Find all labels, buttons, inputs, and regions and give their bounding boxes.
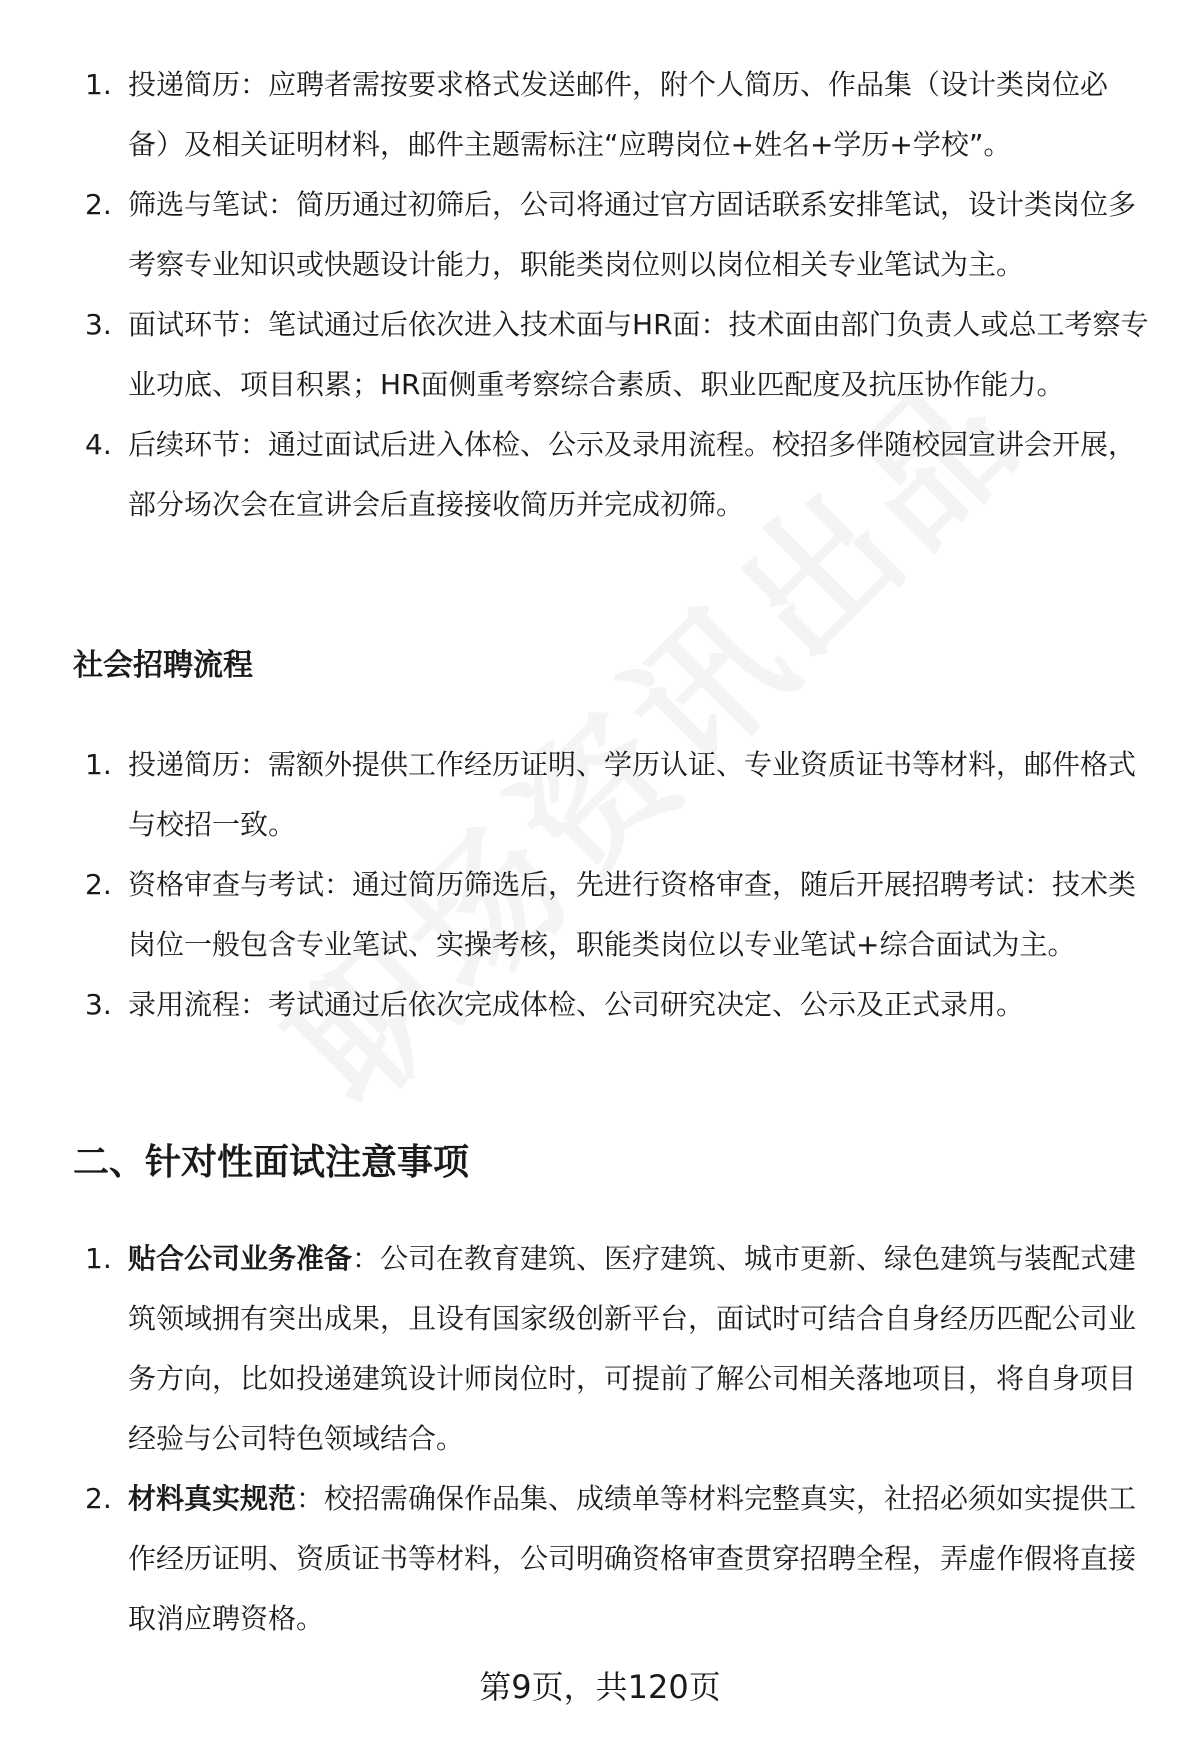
list-item — [0, 1469, 1200, 1649]
item-title: 材料真实规范 — [128, 1482, 297, 1515]
item-body: ：笔试通过后依次进入技术面与HR面：技术面由部门负责人或总工考察专业功底、项目积累；HR面侧重考察综合素质、职业匹配度及抗压协作能力。 — [128, 308, 1149, 401]
list-item — [0, 415, 1200, 535]
list-item — [0, 175, 1200, 295]
item-title: 贴合公司业务准备 — [128, 1242, 353, 1275]
item-text — [128, 735, 1150, 855]
list-item — [0, 975, 1200, 1035]
item-number: 1. — [85, 1242, 112, 1275]
item-body: ：考试通过后依次完成体检、公司研究决定、公示及正式录用。 — [240, 988, 1025, 1021]
item-number: 1. — [85, 748, 112, 781]
item-body: ：公司在教育建筑、医疗建筑、城市更新、绿色建筑与装配式建筑领域拥有突出成果，且设有国家级创新平台，面试时可结合自身经历匹配公司业务方向，比如投递建筑设计师岗位时，可提前了解公司相关落地项目，将自身项目经验与公司特色领域结合。 — [128, 1242, 1137, 1455]
item-text — [128, 415, 1150, 535]
item-title: 后续环节 — [128, 428, 241, 461]
campus-steps-list — [0, 55, 1200, 535]
item-body: ：应聘者需按要求格式发送邮件，附个人简历、作品集（设计类岗位必备）及相关证明材料，邮件主题需标注“应聘岗位+姓名+学历+学校”。 — [128, 68, 1109, 161]
item-text — [128, 855, 1150, 975]
item-title: 录用流程 — [128, 988, 241, 1021]
item-title: 投递简历 — [128, 68, 241, 101]
item-title: 投递简历 — [128, 748, 241, 781]
item-number: 3. — [85, 308, 112, 341]
item-text — [128, 1229, 1150, 1469]
list-item — [0, 295, 1200, 415]
social-recruitment-heading: 社会招聘流程 — [73, 648, 253, 683]
item-number: 2. — [85, 188, 112, 221]
item-body: ：需额外提供工作经历证明、学历认证、专业资质证书等材料，邮件格式与校招一致。 — [128, 748, 1137, 841]
item-text — [128, 175, 1150, 295]
section-2-list — [0, 1229, 1200, 1649]
item-body: ：通过简历筛选后，先进行资格审查，随后开展招聘考试：技术类岗位一般包含专业笔试、实操考核，职能类岗位以专业笔试+综合面试为主。 — [128, 868, 1137, 961]
item-number: 1. — [85, 68, 112, 101]
item-body: ：简历通过初筛后，公司将通过官方固话联系安排笔试，设计类岗位多考察专业知识或快题设计能力，职能类岗位则以岗位相关专业笔试为主。 — [128, 188, 1137, 281]
list-item — [0, 55, 1200, 175]
list-item — [0, 855, 1200, 975]
item-body: ：通过面试后进入体检、公示及录用流程。校招多伴随校园宣讲会开展，部分场次会在宣讲会后直接接收简历并完成初筛。 — [128, 428, 1137, 521]
item-title: 面试环节 — [128, 308, 241, 341]
item-number: 2. — [85, 868, 112, 901]
item-text — [128, 55, 1150, 175]
item-number: 2. — [85, 1482, 112, 1515]
item-number: 4. — [85, 428, 112, 461]
list-item — [0, 1229, 1200, 1469]
social-steps-list — [0, 735, 1200, 1035]
item-number: 3. — [85, 988, 112, 1021]
item-body: ：校招需确保作品集、成绩单等材料完整真实，社招必须如实提供工作经历证明、资质证书等材料，公司明确资格审查贯穿招聘全程，弄虚作假将直接取消应聘资格。 — [128, 1482, 1137, 1635]
section-2-heading: 二、针对性面试注意事项 — [73, 1142, 470, 1183]
item-title: 筛选与笔试 — [128, 188, 269, 221]
item-text — [128, 295, 1150, 415]
item-text — [128, 1469, 1150, 1649]
item-title: 资格审查与考试 — [128, 868, 325, 901]
list-item — [0, 735, 1200, 855]
item-text — [128, 975, 1150, 1035]
page-footer: 第9页，共120页 — [479, 1668, 721, 1706]
